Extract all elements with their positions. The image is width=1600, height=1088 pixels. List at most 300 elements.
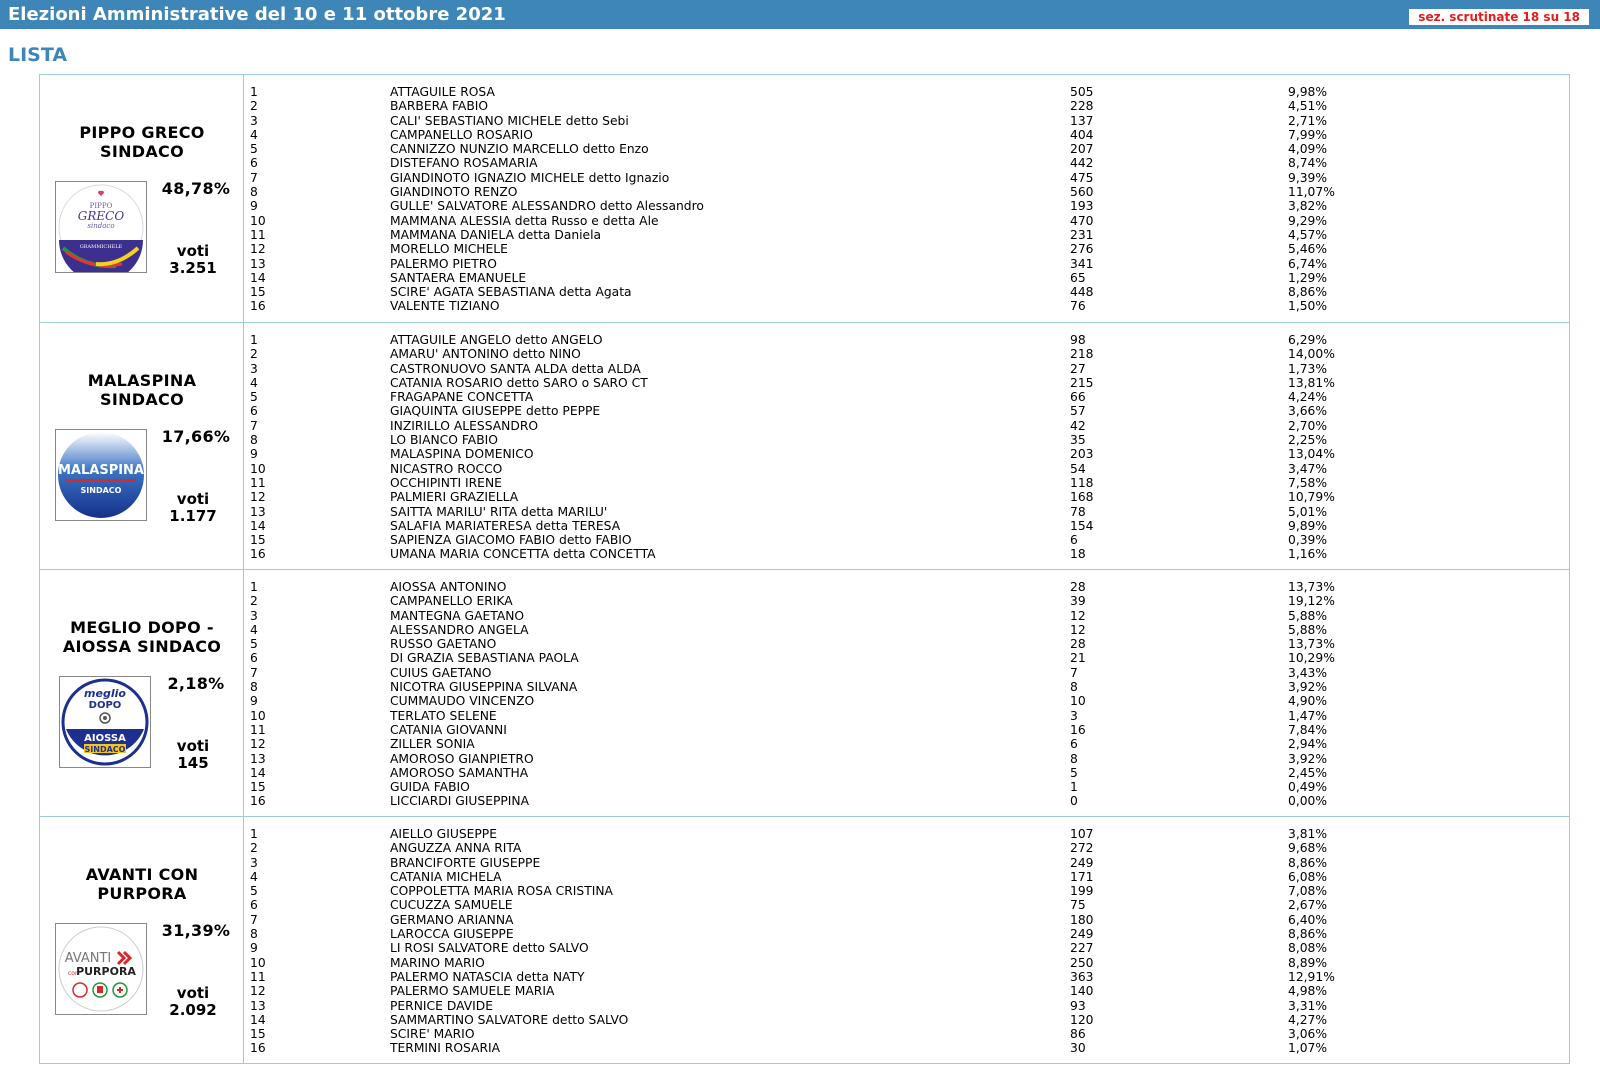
candidate-votes: 5 [1070, 765, 1078, 780]
candidate-name: SANTAERA EMANUELE [390, 270, 527, 285]
candidate-votes: 16 [1070, 722, 1086, 737]
candidate-row [250, 737, 1569, 751]
candidate-number: 7 [250, 912, 258, 927]
votes-label: voti [176, 984, 210, 1002]
candidate-percentage: 4,24% [1288, 390, 1328, 405]
list-votes [152, 243, 234, 277]
svg-text:meglio: meglio [84, 687, 126, 700]
candidate-row [250, 390, 1569, 404]
candidate-percentage: 8,74% [1288, 156, 1328, 171]
candidate-number: 8 [250, 680, 258, 695]
candidate-row [250, 723, 1569, 737]
list-block-malaspina [40, 322, 1569, 569]
candidate-name: ATTAGUILE ANGELO detto ANGELO [390, 333, 603, 347]
candidate-number: 16 [250, 1041, 266, 1056]
candidate-percentage: 3,43% [1288, 665, 1328, 680]
candidate-row [250, 1027, 1569, 1041]
candidate-votes: 35 [1070, 433, 1086, 448]
candidate-percentage: 2,70% [1288, 418, 1328, 433]
candidate-row [250, 956, 1569, 970]
candidate-name: NICASTRO ROCCO [390, 461, 503, 476]
candidate-name: DISTEFANO ROSAMARIA [390, 156, 538, 171]
candidate-number: 6 [250, 651, 258, 666]
candidate-votes: 6 [1070, 533, 1078, 548]
candidate-percentage: 1,73% [1288, 361, 1328, 376]
candidate-name: AIOSSA ANTONINO [390, 580, 507, 594]
candidate-row [250, 913, 1569, 927]
candidate-votes: 505 [1070, 85, 1094, 99]
candidate-votes: 199 [1070, 884, 1094, 899]
candidate-name: SALAFIA MARIATERESA detta TERESA [390, 518, 621, 533]
list-name-line2: SINDACO [100, 142, 184, 161]
candidate-number: 4 [250, 869, 258, 884]
candidate-name: PERNICE DAVIDE [390, 998, 493, 1013]
candidate-number: 3 [250, 113, 258, 128]
candidate-name: LI ROSI SALVATORE detto SALVO [390, 941, 589, 956]
candidate-number: 14 [250, 765, 266, 780]
candidate-row [250, 362, 1569, 376]
list-percentage: 48,78% [161, 179, 231, 198]
candidate-percentage: 6,74% [1288, 256, 1328, 271]
candidate-percentage: 11,07% [1288, 185, 1335, 200]
candidate-number: 15 [250, 780, 266, 795]
candidate-row [250, 694, 1569, 708]
candidate-row [250, 476, 1569, 490]
candidate-percentage: 3,66% [1288, 404, 1328, 419]
meglio-dopo-logo-icon [59, 676, 151, 768]
candidate-percentage: 13,81% [1288, 375, 1335, 390]
candidate-number: 16 [250, 299, 266, 314]
candidate-percentage: 0,49% [1288, 780, 1328, 795]
candidate-row [250, 623, 1569, 637]
candidate-row [250, 447, 1569, 461]
candidate-list [250, 580, 1569, 809]
candidate-name: GIAQUINTA GIUSEPPE detto PEPPE [390, 404, 601, 419]
candidate-row [250, 85, 1569, 99]
svg-text:DOPO: DOPO [88, 700, 122, 711]
candidate-votes: 215 [1070, 375, 1094, 390]
candidate-percentage: 7,99% [1288, 127, 1328, 142]
candidate-votes: 1 [1070, 780, 1078, 795]
candidate-percentage: 3,31% [1288, 998, 1328, 1013]
candidate-name: SCIRE' AGATA SEBASTIANA detta Agata [390, 285, 632, 300]
list-name [40, 371, 244, 409]
candidate-number: 15 [250, 1027, 266, 1042]
candidate-number: 1 [250, 580, 258, 594]
candidate-votes: 27 [1070, 361, 1086, 376]
candidate-number: 12 [250, 490, 266, 505]
candidate-row [250, 285, 1569, 299]
list-name-line1: PIPPO GRECO [79, 123, 205, 142]
candidate-percentage: 6,29% [1288, 333, 1328, 347]
candidate-votes: 76 [1070, 299, 1086, 314]
candidate-percentage: 2,71% [1288, 113, 1328, 128]
candidate-number: 6 [250, 156, 258, 171]
candidate-name: CUMMAUDO VINCENZO [390, 694, 535, 709]
candidate-votes: 249 [1070, 927, 1094, 942]
candidate-name: CASTRONUOVO SANTA ALDA detta ALDA [390, 361, 641, 376]
candidate-name: CANNIZZO NUNZIO MARCELLO detto Enzo [390, 142, 649, 157]
candidate-row [250, 142, 1569, 156]
list-votes [152, 985, 234, 1019]
candidate-row [250, 333, 1569, 347]
candidate-name: MALASPINA DOMENICO [390, 447, 534, 462]
candidate-percentage: 8,86% [1288, 285, 1328, 300]
candidate-row [250, 827, 1569, 841]
candidate-percentage: 9,98% [1288, 85, 1328, 99]
candidate-row [250, 490, 1569, 504]
candidate-votes: 404 [1070, 127, 1094, 142]
candidate-name: OCCHIPINTI IRENE [390, 475, 502, 490]
candidate-votes: 231 [1070, 227, 1094, 242]
candidate-percentage: 10,29% [1288, 651, 1335, 666]
candidate-percentage: 3,92% [1288, 680, 1328, 695]
candidate-row [250, 680, 1569, 694]
candidate-votes: 193 [1070, 199, 1094, 214]
candidate-row [250, 185, 1569, 199]
candidate-percentage: 12,91% [1288, 969, 1335, 984]
candidate-votes: 171 [1070, 869, 1094, 884]
candidate-votes: 93 [1070, 998, 1086, 1013]
candidate-name: NICOTRA GIUSEPPINA SILVANA [390, 680, 578, 695]
candidate-votes: 6 [1070, 737, 1078, 752]
candidate-row [250, 870, 1569, 884]
candidate-number: 11 [250, 722, 266, 737]
candidate-votes: 227 [1070, 941, 1094, 956]
list-block-meglio-dopo [40, 569, 1569, 816]
candidate-name: CAMPANELLO ROSARIO [390, 127, 533, 142]
list-summary [40, 323, 244, 569]
candidate-row [250, 404, 1569, 418]
candidate-row [250, 242, 1569, 256]
candidate-number: 13 [250, 256, 266, 271]
candidate-number: 6 [250, 404, 258, 419]
candidate-percentage: 10,79% [1288, 490, 1335, 505]
svg-text:PIPPO: PIPPO [89, 202, 113, 210]
candidate-votes: 107 [1070, 827, 1094, 841]
candidate-row [250, 594, 1569, 608]
candidate-percentage: 4,90% [1288, 694, 1328, 709]
candidate-name: LAROCCA GIUSEPPE [390, 927, 514, 942]
candidate-percentage: 19,12% [1288, 594, 1335, 609]
candidate-name: AMOROSO SAMANTHA [390, 765, 529, 780]
candidate-votes: 8 [1070, 751, 1078, 766]
candidate-row [250, 533, 1569, 547]
candidate-name: CATANIA GIOVANNI [390, 722, 507, 737]
candidate-row [250, 156, 1569, 170]
candidate-votes: 65 [1070, 270, 1086, 285]
candidate-row [250, 984, 1569, 998]
candidate-number: 11 [250, 475, 266, 490]
candidate-row [250, 271, 1569, 285]
candidate-number: 9 [250, 447, 258, 462]
candidate-number: 8 [250, 433, 258, 448]
candidate-name: CUIUS GAETANO [390, 665, 492, 680]
candidate-votes: 207 [1070, 142, 1094, 157]
candidate-row [250, 419, 1569, 433]
candidate-name: LICCIARDI GIUSEPPINA [390, 794, 530, 809]
candidate-number: 10 [250, 213, 266, 228]
candidate-votes: 276 [1070, 242, 1094, 257]
candidate-percentage: 1,29% [1288, 270, 1328, 285]
candidate-number: 10 [250, 955, 266, 970]
candidate-name: AMARU' ANTONINO detto NINO [390, 347, 581, 362]
votes-value: 145 [177, 754, 209, 772]
candidate-percentage: 13,73% [1288, 637, 1335, 652]
candidate-name: PALERMO SAMUELE MARIA [390, 984, 555, 999]
list-name-line2: SINDACO [100, 390, 184, 409]
candidate-row [250, 927, 1569, 941]
candidate-votes: 120 [1070, 1012, 1094, 1027]
svg-text:con: con [68, 970, 79, 977]
candidate-percentage: 14,00% [1288, 347, 1335, 362]
candidate-votes: 118 [1070, 475, 1094, 490]
candidate-name: TERMINI ROSARIA [390, 1041, 501, 1056]
candidate-row [250, 752, 1569, 766]
candidate-number: 11 [250, 969, 266, 984]
svg-text:sindaco: sindaco [87, 222, 115, 230]
candidate-votes: 137 [1070, 113, 1094, 128]
candidate-name: MAMMANA DANIELA detta Daniela [390, 227, 602, 242]
candidate-name: MORELLO MICHELE [390, 242, 508, 257]
candidate-percentage: 7,84% [1288, 722, 1328, 737]
list-name-line1: MALASPINA [87, 371, 197, 390]
candidate-number: 16 [250, 547, 266, 562]
candidate-votes: 154 [1070, 518, 1094, 533]
svg-text:GRECO: GRECO [77, 209, 125, 223]
svg-text:AVANTI: AVANTI [64, 951, 112, 966]
list-name-line1: MEGLIO DOPO - [70, 618, 214, 637]
candidate-votes: 168 [1070, 490, 1094, 505]
candidate-percentage: 6,08% [1288, 869, 1328, 884]
candidate-percentage: 9,39% [1288, 170, 1328, 185]
candidate-number: 9 [250, 694, 258, 709]
candidate-name: VALENTE TIZIANO [390, 299, 500, 314]
avanti-con-purpora-logo-icon [55, 923, 147, 1015]
candidate-number: 7 [250, 170, 258, 185]
candidate-percentage: 1,16% [1288, 547, 1328, 562]
candidate-votes: 272 [1070, 841, 1094, 856]
candidate-name: RUSSO GAETANO [390, 637, 497, 652]
candidate-votes: 363 [1070, 969, 1094, 984]
candidate-percentage: 8,08% [1288, 941, 1328, 956]
candidate-votes: 10 [1070, 694, 1086, 709]
sections-counted-badge: sez. scrutinate 18 su 18 [1409, 9, 1589, 25]
candidate-number: 15 [250, 285, 266, 300]
list-votes [152, 491, 234, 525]
candidate-row [250, 609, 1569, 623]
candidate-number: 5 [250, 142, 258, 157]
candidate-votes: 470 [1070, 213, 1094, 228]
candidate-percentage: 2,94% [1288, 737, 1328, 752]
candidate-name: LO BIANCO FABIO [390, 433, 498, 448]
candidate-number: 8 [250, 185, 258, 200]
candidate-row [250, 666, 1569, 680]
candidate-row [250, 99, 1569, 113]
candidate-votes: 8 [1070, 680, 1078, 695]
candidate-number: 7 [250, 665, 258, 680]
candidate-list [250, 827, 1569, 1056]
svg-text:AIOSSA: AIOSSA [84, 733, 126, 744]
candidate-name: BARBERA FABIO [390, 99, 489, 114]
candidate-percentage: 2,45% [1288, 765, 1328, 780]
candidate-votes: 54 [1070, 461, 1086, 476]
candidate-name: CUCUZZA SAMUELE [390, 898, 513, 913]
candidate-percentage: 13,73% [1288, 580, 1335, 594]
candidate-number: 1 [250, 827, 258, 841]
candidate-name: ATTAGUILE ROSA [390, 85, 495, 99]
candidate-row [250, 214, 1569, 228]
candidate-percentage: 3,06% [1288, 1027, 1328, 1042]
candidate-name: PALERMO NATASCIA detta NATY [390, 969, 585, 984]
candidate-number: 5 [250, 884, 258, 899]
candidate-name: CATANIA ROSARIO detto SARO o SARO CT [390, 375, 648, 390]
candidate-percentage: 4,98% [1288, 984, 1328, 999]
candidate-number: 12 [250, 242, 266, 257]
malaspina-logo-icon [55, 429, 147, 521]
candidate-row [250, 1013, 1569, 1027]
candidate-row [250, 580, 1569, 594]
candidate-list [250, 85, 1569, 314]
candidate-row [250, 637, 1569, 651]
candidate-votes: 228 [1070, 99, 1094, 114]
candidate-name: FRAGAPANE CONCETTA [390, 390, 534, 405]
candidate-votes: 12 [1070, 608, 1086, 623]
candidate-percentage: 5,46% [1288, 242, 1328, 257]
candidate-percentage: 9,68% [1288, 841, 1328, 856]
candidate-name: MAMMANA ALESSIA detta Russo e detta Ale [390, 213, 659, 228]
candidate-percentage: 8,89% [1288, 955, 1328, 970]
list-block-pippo-greco [40, 75, 1569, 322]
candidate-votes: 250 [1070, 955, 1094, 970]
votes-value: 3.251 [169, 259, 217, 277]
candidate-row [250, 941, 1569, 955]
candidate-name: DI GRAZIA SEBASTIANA PAOLA [390, 651, 579, 666]
header-bar [0, 0, 1600, 29]
candidate-votes: 86 [1070, 1027, 1086, 1042]
candidate-name: GULLE' SALVATORE ALESSANDRO detto Alessandro [390, 199, 704, 214]
candidate-name: MANTEGNA GAETANO [390, 608, 525, 623]
pippo-greco-logo-icon [55, 181, 147, 273]
candidate-percentage: 0,39% [1288, 533, 1328, 548]
candidate-number: 2 [250, 841, 258, 856]
section-title: LISTA [8, 44, 68, 66]
candidate-percentage: 7,58% [1288, 475, 1328, 490]
candidate-votes: 218 [1070, 347, 1094, 362]
svg-text:GRAMMICHELE: GRAMMICHELE [79, 244, 123, 250]
candidate-row [250, 433, 1569, 447]
list-name [40, 865, 244, 903]
candidate-number: 4 [250, 622, 258, 637]
candidate-votes: 448 [1070, 285, 1094, 300]
list-name-line1: AVANTI CON [85, 865, 199, 884]
candidate-percentage: 1,07% [1288, 1041, 1328, 1056]
candidate-row [250, 999, 1569, 1013]
candidate-row [250, 299, 1569, 313]
candidate-name: PALERMO PIETRO [390, 256, 497, 271]
candidate-votes: 57 [1070, 404, 1086, 419]
candidate-name: SAITTA MARILU' RITA detta MARILU' [390, 504, 608, 519]
candidate-name: TERLATO SELENE [390, 708, 497, 723]
candidate-votes: 203 [1070, 447, 1094, 462]
candidate-name: SAPIENZA GIACOMO FABIO detto FABIO [390, 533, 632, 548]
candidate-percentage: 3,92% [1288, 751, 1328, 766]
candidate-row [250, 114, 1569, 128]
candidate-row [250, 1041, 1569, 1055]
candidate-votes: 18 [1070, 547, 1086, 562]
candidate-votes: 30 [1070, 1041, 1086, 1056]
list-percentage: 2,18% [167, 674, 225, 693]
candidate-row [250, 766, 1569, 780]
candidate-number: 9 [250, 199, 258, 214]
candidate-name: CAMPANELLO ERIKA [390, 594, 513, 609]
candidate-number: 10 [250, 708, 266, 723]
candidate-percentage: 8,86% [1288, 927, 1328, 942]
candidate-number: 5 [250, 637, 258, 652]
list-name-line2: PURPORA [97, 884, 187, 903]
candidate-row [250, 376, 1569, 390]
candidate-votes: 560 [1070, 185, 1094, 200]
candidate-number: 2 [250, 594, 258, 609]
candidate-row [250, 709, 1569, 723]
candidate-votes: 0 [1070, 794, 1078, 809]
list-block-avanti-con-purpora [40, 816, 1569, 1063]
candidate-percentage: 0,00% [1288, 794, 1328, 809]
candidate-number: 1 [250, 85, 258, 99]
candidate-votes: 78 [1070, 504, 1086, 519]
lists-table [39, 74, 1570, 1064]
candidate-percentage: 3,82% [1288, 199, 1328, 214]
candidate-votes: 75 [1070, 898, 1086, 913]
candidate-name: ANGUZZA ANNA RITA [390, 841, 522, 856]
votes-label: voti [176, 242, 210, 260]
candidate-percentage: 4,51% [1288, 99, 1328, 114]
votes-label: voti [176, 490, 210, 508]
candidate-row [250, 841, 1569, 855]
candidate-votes: 475 [1070, 170, 1094, 185]
candidate-percentage: 2,25% [1288, 433, 1328, 448]
candidate-percentage: 3,47% [1288, 461, 1328, 476]
candidate-number: 14 [250, 1012, 266, 1027]
list-name [40, 618, 244, 656]
candidate-percentage: 1,50% [1288, 299, 1328, 314]
list-name-line2: AIOSSA SINDACO [62, 637, 222, 656]
candidate-number: 13 [250, 998, 266, 1013]
candidate-number: 15 [250, 533, 266, 548]
candidate-number: 3 [250, 608, 258, 623]
candidate-number: 4 [250, 127, 258, 142]
candidate-name: GUIDA FABIO [390, 780, 470, 795]
candidate-votes: 180 [1070, 912, 1094, 927]
candidate-number: 12 [250, 737, 266, 752]
candidate-number: 12 [250, 984, 266, 999]
candidate-percentage: 9,29% [1288, 213, 1328, 228]
candidate-list [250, 333, 1569, 562]
candidate-votes: 140 [1070, 984, 1094, 999]
candidate-row [250, 171, 1569, 185]
candidate-row [250, 794, 1569, 808]
svg-text:SINDACO: SINDACO [80, 486, 122, 495]
candidate-percentage: 4,57% [1288, 227, 1328, 242]
candidate-number: 9 [250, 941, 258, 956]
candidate-name: GERMANO ARIANNA [390, 912, 514, 927]
candidate-row [250, 780, 1569, 794]
candidate-number: 5 [250, 390, 258, 405]
candidate-votes: 21 [1070, 651, 1086, 666]
candidate-votes: 12 [1070, 622, 1086, 637]
candidate-percentage: 7,08% [1288, 884, 1328, 899]
candidate-percentage: 6,40% [1288, 912, 1328, 927]
